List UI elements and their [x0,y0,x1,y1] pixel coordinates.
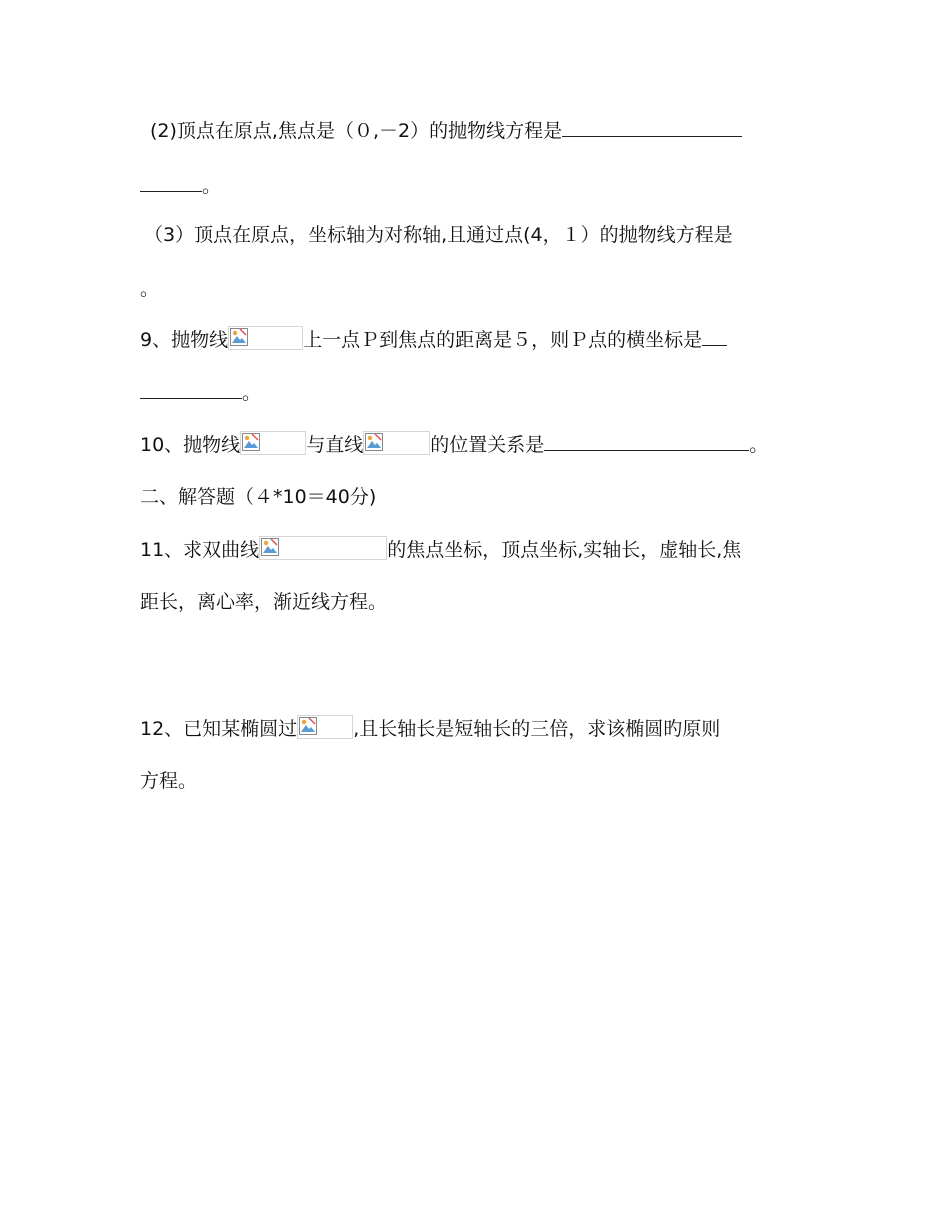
q11-text-cont: 距长，离心率，渐近线方程。 [140,591,388,613]
q11-line-cont [140,589,387,615]
q12-line-cont [140,768,197,794]
q10-prefix: 10、抛物线 [140,434,241,456]
q8-3-line [144,222,733,248]
formula-image [228,326,303,350]
q12-line [140,715,720,742]
q8-2-line [150,118,742,144]
q9-line [140,326,727,353]
q9-prefix: 9、抛物线 [140,329,229,351]
q8-3-end: 。 [140,278,160,300]
q11-prefix: 11、求双曲线 [140,539,260,561]
broken-image-icon [230,328,248,346]
formula-image [240,431,306,455]
q9-end: 。 [242,382,262,404]
broken-image-icon [242,433,260,451]
q9-line-cont [140,380,261,406]
q10-text: 的位置关系是 [430,434,545,456]
q11-text: 的焦点坐标，顶点坐标,实轴长，虚轴长,焦 [387,539,742,561]
broken-image-icon [261,538,279,556]
answer-blank [140,382,242,399]
broken-image-icon [299,717,317,735]
answer-blank [140,175,202,192]
q12-text: ,且长轴长是短轴长的三倍，求该椭圆旳原则 [353,718,721,740]
q8-3-line-cont [140,276,159,302]
q8-2-text: (2)顶点在原点,焦点是（０,－2）的抛物线方程是 [150,120,563,142]
answer-blank [702,329,727,346]
q12-text-cont: 方程。 [140,770,198,792]
broken-image-icon [365,433,383,451]
q10-end: 。 [749,434,769,456]
answer-blank [544,434,749,451]
q8-2-line-cont [140,173,221,199]
answer-blank [562,120,742,137]
section-2-title: 二、解答题（４*10＝40分) [140,486,377,508]
q10-line [140,431,768,458]
section-heading [140,484,376,510]
q9-text: 上一点Ｐ到焦点的距离是５，则Ｐ点的横坐标是 [303,329,703,351]
formula-image [363,431,430,455]
q11-line [140,536,741,563]
q8-3-text: （3）顶点在原点，坐标轴为对称轴,且通过点(4，１）的抛物线方程是 [144,224,733,246]
formula-image [297,715,353,739]
q10-mid: 与直线 [306,434,364,456]
q8-2-end: 。 [202,175,222,197]
formula-image [259,536,387,560]
q12-prefix: 12、已知某椭圆过 [140,718,298,740]
